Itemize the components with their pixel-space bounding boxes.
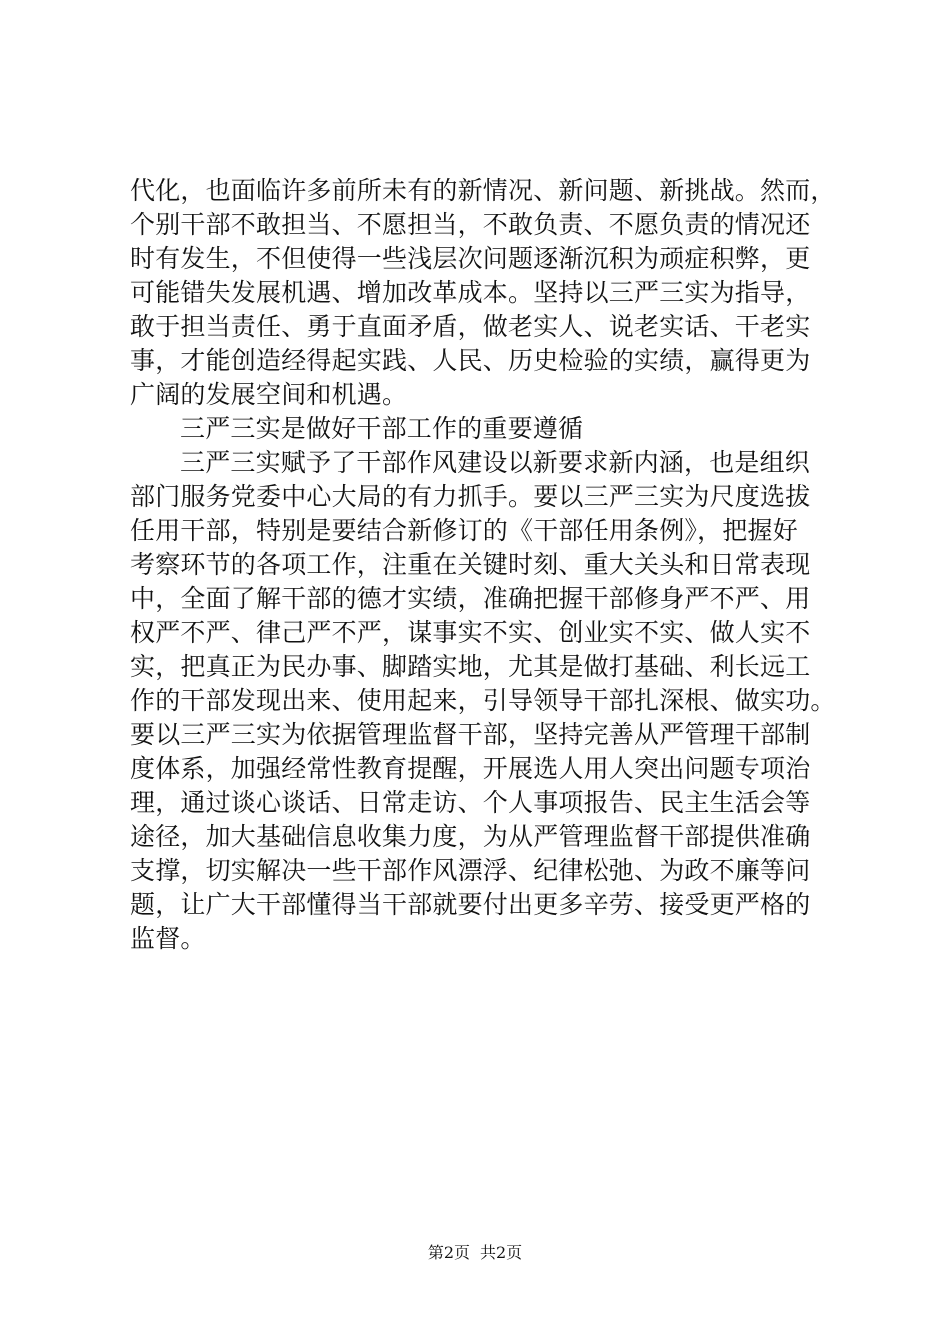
text-line: 广阔的发展空间和机遇。 <box>130 380 408 409</box>
text-line: 代化，也面临许多前所未有的新情况、新问题、新挑战。然而， <box>130 176 836 205</box>
paragraph <box>130 174 836 412</box>
text-line: 作的干部发现出来、使用起来，引导领导干部扎深根、做实功。 <box>130 686 836 715</box>
page-footer <box>0 1243 950 1263</box>
text-line: 部门服务党委中心大局的有力抓手。要以三严三实为尺度选拔 <box>130 482 811 511</box>
text-line: 要以三严三实为依据管理监督干部，坚持完善从严管理干部制 <box>130 720 811 749</box>
text-line: 监督。 <box>130 924 206 953</box>
paragraph <box>130 446 836 956</box>
text-line: 中，全面了解干部的德才实绩，准确把握干部修身严不严、用 <box>130 584 811 613</box>
text-line: 途径，加大基础信息收集力度，为从严管理监督干部提供准确 <box>130 822 811 851</box>
text-line: 支撑，切实解决一些干部作风漂浮、纪律松弛、为政不廉等问 <box>130 856 811 885</box>
section-heading <box>130 412 830 446</box>
text-line: 任用干部，特别是要结合新修订的《干部任用条例》，把握好 <box>130 516 798 545</box>
heading-text: 三严三实是做好干部工作的重要遵循 <box>180 414 584 443</box>
text-line: 理，通过谈心谈话、日常走访、个人事项报告、民主生活会等 <box>130 788 811 817</box>
text-line: 可能错失发展机遇、增加改革成本。坚持以三严三实为指导， <box>130 278 811 307</box>
text-line: 三严三实赋予了干部作风建设以新要求新内涵，也是组织 <box>180 448 811 477</box>
text-line: 时有发生，不但使得一些浅层次问题逐渐沉积为顽症积弊，更 <box>130 244 811 273</box>
text-line: 敢于担当责任、勇于直面矛盾，做老实人、说老实话、干老实 <box>130 312 811 341</box>
text-line: 题，让广大干部懂得当干部就要付出更多辛劳、接受更严格的 <box>130 890 811 919</box>
document-body <box>130 174 836 956</box>
text-line: 事，才能创造经得起实践、人民、历史检验的实绩，赢得更为 <box>130 346 811 375</box>
page-total: 共2页 <box>480 1243 523 1262</box>
text-line: 权严不严、律己严不严，谋事实不实、创业实不实、做人实不 <box>130 618 811 647</box>
page-number: 第2页 <box>427 1243 470 1262</box>
text-line: 度体系，加强经常性教育提醒，开展选人用人突出问题专项治 <box>130 754 811 783</box>
text-line: 考察环节的各项工作，注重在关键时刻、重大关头和日常表现 <box>130 550 811 579</box>
text-line: 个别干部不敢担当、不愿担当，不敢负责、不愿负责的情况还 <box>130 210 811 239</box>
text-line: 实，把真正为民办事、脚踏实地，尤其是做打基础、利长远工 <box>130 652 811 681</box>
